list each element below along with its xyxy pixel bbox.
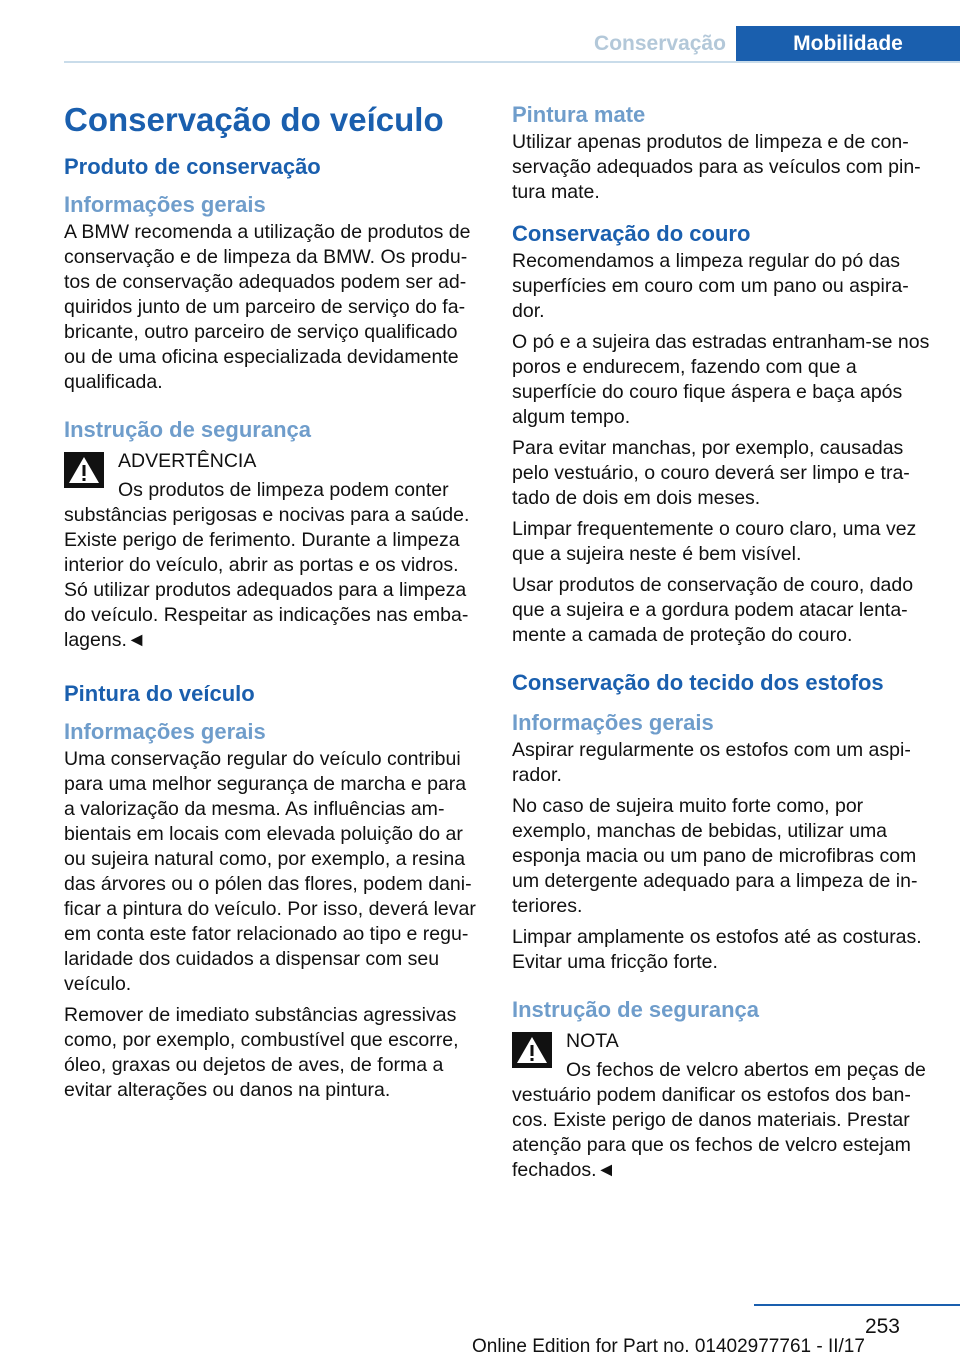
header-tab-mobilidade: Mobilidade xyxy=(736,26,960,63)
section-heading-produto: Produto de conservação xyxy=(64,154,321,179)
paragraph-couro-1: Recomendamos a limpeza regular do pó das superfícies em couro com um pano ou aspirador. xyxy=(512,250,909,322)
subheading-pintura-mate: Pintura mate xyxy=(512,102,646,127)
paragraph-couro-4: Limpar frequentemente o couro claro, uma vez que a sujeira neste é bem visível. xyxy=(512,518,917,565)
warning-title: ADVERTÊNCIA xyxy=(118,450,257,472)
edition-note: Online Edition for Part no. 01402977761 - II/17 xyxy=(472,1336,865,1357)
paragraph-tecido-2: No caso de sujeira muito forte como, por exemplo, manchas de bebidas, utilizar uma esponja macia ou um pano de microfibras com um detergente adequado para a limpeza de interiores. xyxy=(512,795,918,917)
paragraph-couro-5: Usar produtos de conservação de couro, dado que a sujeira e a gordura podem atacar lentamente a camada de proteção do couro. xyxy=(512,574,914,646)
warning-triangle-icon xyxy=(512,1032,552,1068)
subheading-instrucao-seguranca: Instrução de segurança xyxy=(64,417,311,442)
left-column xyxy=(64,100,482,1109)
paragraph-couro-3: Para evitar manchas, por exemplo, causadas pelo vestuário, o couro deverá ser limpo e tratado de dois em dois meses. xyxy=(512,437,910,509)
page-title: Conservação do veículo xyxy=(64,101,444,138)
paragraph-couro-2: O pó e a sujeira das estradas entranham-se nos poros e endurecem, fazendo com que a superfície do couro fique áspera e baça após algum tempo. xyxy=(512,331,930,428)
nota-text: Os fechos de velcro abertos em peças de vestuário podem danificar os estofos dos bancos. Existe perigo de danos materiais. Prestar atenção para que os fechos de velcro estejam fechados.◄ xyxy=(512,1059,926,1181)
subheading-instrucao-seguranca-2: Instrução de segurança xyxy=(512,997,759,1022)
paragraph-tecido-1: Aspirar regularmente os estofos com um aspirador. xyxy=(512,739,911,786)
nota-block xyxy=(512,1029,930,1183)
header-tab-conservacao: Conservação xyxy=(594,32,726,55)
page-number: 253 xyxy=(864,1315,900,1338)
section-heading-pintura: Pintura do veículo xyxy=(64,681,255,706)
header-rule xyxy=(64,61,960,63)
subheading-info-gerais-tecido: Informações gerais xyxy=(512,710,714,735)
nota-title: NOTA xyxy=(566,1030,619,1052)
subheading-info-gerais: Informações gerais xyxy=(64,192,266,217)
warning-triangle-icon xyxy=(64,452,104,488)
footer-rule xyxy=(754,1304,960,1306)
paragraph-pintura-mate: Utilizar apenas produtos de limpeza e de conservação adequados para as veículos com pintura mate. xyxy=(512,131,921,203)
paragraph-pintura-2: Remover de imediato substâncias agressivas como, por exemplo, combustível que escorre, óleo, graxas ou dejetos de aves, de forma a evitar alterações ou danos na pintura. xyxy=(64,1004,459,1101)
section-heading-couro: Conservação do couro xyxy=(512,221,751,246)
paragraph-info-gerais: A BMW recomenda a utilização de produtos de conservação e de limpeza da BMW. Os produtos de conservação adequados podem ser adquiridos junto de um parceiro de serviço do fabricante, outro parceiro de serviço qualificado ou de uma oficina especializada devidamente qualificada. xyxy=(64,221,471,393)
paragraph-pintura-1: Uma conservação regular do veículo contribui para uma melhor segurança de marcha e para a valorização da mesma. As influências ambientais em locais com elevada poluição do ar ou sujeira natural como, por exemplo, a resina das árvores ou o pólen das flores, podem danificar a pintura do veículo. Por isso, deverá levar em conta este fator relacionado ao tipo e regularidade dos cuidados a dispensar com seu veículo. xyxy=(64,748,476,995)
paragraph-tecido-3: Limpar amplamente os estofos até as costuras. Evitar uma fricção forte. xyxy=(512,926,922,973)
right-column xyxy=(512,100,930,1189)
subheading-info-gerais-pintura: Informações gerais xyxy=(64,719,266,744)
section-heading-tecido: Conservação do tecido dos estofos xyxy=(512,670,884,695)
warning-block xyxy=(64,449,482,653)
warning-text: Os produtos de limpeza podem conter substâncias perigosas e nocivas para a saúde. Existe perigo de ferimento. Durante a limpeza interior do veículo, abrir as portas e os vidros. Só utilizar produtos adequados para a limpeza do veículo. Respeitar as indicações nas embalagens.◄ xyxy=(64,479,470,651)
